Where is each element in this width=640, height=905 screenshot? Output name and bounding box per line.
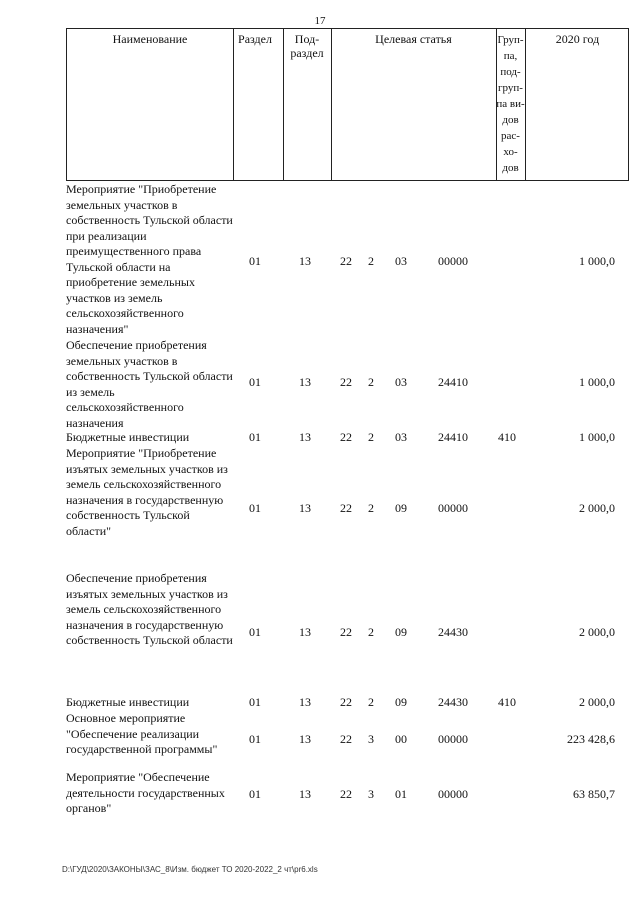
row-podrazdel: 13 (299, 625, 311, 639)
row-event: 03 (395, 375, 407, 389)
row-razdel: 01 (249, 732, 261, 746)
row-podrazdel: 13 (299, 254, 311, 268)
header-razdel: Раздел (238, 32, 272, 46)
row-subprogram: 2 (368, 695, 374, 709)
row-name: Обеспечение приобретения изъятых земельных участков из земель сельскохозяйственного назначения в государственную собственность Тульской области (66, 571, 233, 647)
row-direction: 24410 (438, 430, 468, 444)
row-program: 22 (340, 501, 352, 515)
row-razdel: 01 (249, 254, 261, 268)
row-sum: 2 000,0 (579, 695, 615, 709)
row-podrazdel: 13 (299, 732, 311, 746)
page-number: 17 (314, 15, 326, 27)
row-direction: 00000 (438, 787, 468, 801)
row-name: Основное мероприятие "Обеспечение реализации государственной программы" (66, 711, 218, 756)
row-program: 22 (340, 732, 352, 746)
row-direction: 24430 (438, 625, 468, 639)
row-subprogram: 2 (368, 254, 374, 268)
row-subprogram: 3 (368, 787, 374, 801)
row-program: 22 (340, 695, 352, 709)
row-name: Мероприятие "Приобретение земельных участков в собственность Тульской области при реализации преимущественного права Тульской области на приобретение земельных участков из земель сельскохозяйственного назначения" (66, 182, 233, 336)
row-sum: 1 000,0 (579, 430, 615, 444)
row-razdel: 01 (249, 501, 261, 515)
row-event: 09 (395, 501, 407, 515)
row-program: 22 (340, 430, 352, 444)
row-subprogram: 2 (368, 375, 374, 389)
row-direction: 24430 (438, 695, 468, 709)
row-vid: 410 (498, 430, 516, 444)
row-podrazdel: 13 (299, 695, 311, 709)
table-header (66, 28, 629, 181)
header-gruppa-vidov-rashodov: Груп- па, под- груп- па ви- дов рас- хо- дов (496, 34, 525, 174)
header-podrazdel: Под- раздел (290, 32, 324, 60)
column-divider (233, 29, 234, 180)
row-name: Бюджетные инвестиции (66, 695, 190, 709)
header-celevaya-statya: Целевая статья (375, 32, 452, 46)
row-direction: 00000 (438, 254, 468, 268)
row-program: 22 (340, 254, 352, 268)
row-program: 22 (340, 625, 352, 639)
column-divider (525, 29, 526, 180)
row-razdel: 01 (249, 625, 261, 639)
row-event: 09 (395, 695, 407, 709)
row-subprogram: 3 (368, 732, 374, 746)
row-program: 22 (340, 375, 352, 389)
row-sum: 1 000,0 (579, 375, 615, 389)
row-name: Обеспечение приобретения земельных участков в собственность Тульской области из земель сельскохозяйственного назначения (66, 338, 233, 430)
row-razdel: 01 (249, 375, 261, 389)
row-sum: 1 000,0 (579, 254, 615, 268)
row-event: 03 (395, 430, 407, 444)
row-event: 00 (395, 732, 407, 746)
row-direction: 00000 (438, 732, 468, 746)
row-podrazdel: 13 (299, 430, 311, 444)
row-event: 01 (395, 787, 407, 801)
row-direction: 00000 (438, 501, 468, 515)
row-subprogram: 2 (368, 430, 374, 444)
row-sum: 2 000,0 (579, 625, 615, 639)
row-podrazdel: 13 (299, 375, 311, 389)
row-event: 09 (395, 625, 407, 639)
row-event: 03 (395, 254, 407, 268)
row-sum: 63 850,7 (573, 787, 615, 801)
row-vid: 410 (498, 695, 516, 709)
row-podrazdel: 13 (299, 501, 311, 515)
header-year: 2020 год (555, 32, 600, 46)
row-name: Бюджетные инвестиции (66, 430, 190, 444)
row-razdel: 01 (249, 787, 261, 801)
row-razdel: 01 (249, 695, 261, 709)
row-razdel: 01 (249, 430, 261, 444)
row-direction: 24410 (438, 375, 468, 389)
header-naimenovanie: Наименование (112, 32, 188, 46)
row-subprogram: 2 (368, 625, 374, 639)
row-name: Мероприятие "Приобретение изъятых земельных участков из земель сельскохозяйственного назначения в государственную собственность Тульской области" (66, 446, 228, 538)
row-subprogram: 2 (368, 501, 374, 515)
file-path-footer: D:\ГУД\2020\ЗАКОНЫ\ЗАС_8\Изм. бюджет ТО 2020-2022_2 чт\pr6.xls (62, 865, 318, 874)
column-divider (331, 29, 332, 180)
row-sum: 223 428,6 (567, 732, 615, 746)
row-name: Мероприятие "Обеспечение деятельности государственных органов" (66, 770, 225, 815)
row-program: 22 (340, 787, 352, 801)
row-sum: 2 000,0 (579, 501, 615, 515)
row-podrazdel: 13 (299, 787, 311, 801)
